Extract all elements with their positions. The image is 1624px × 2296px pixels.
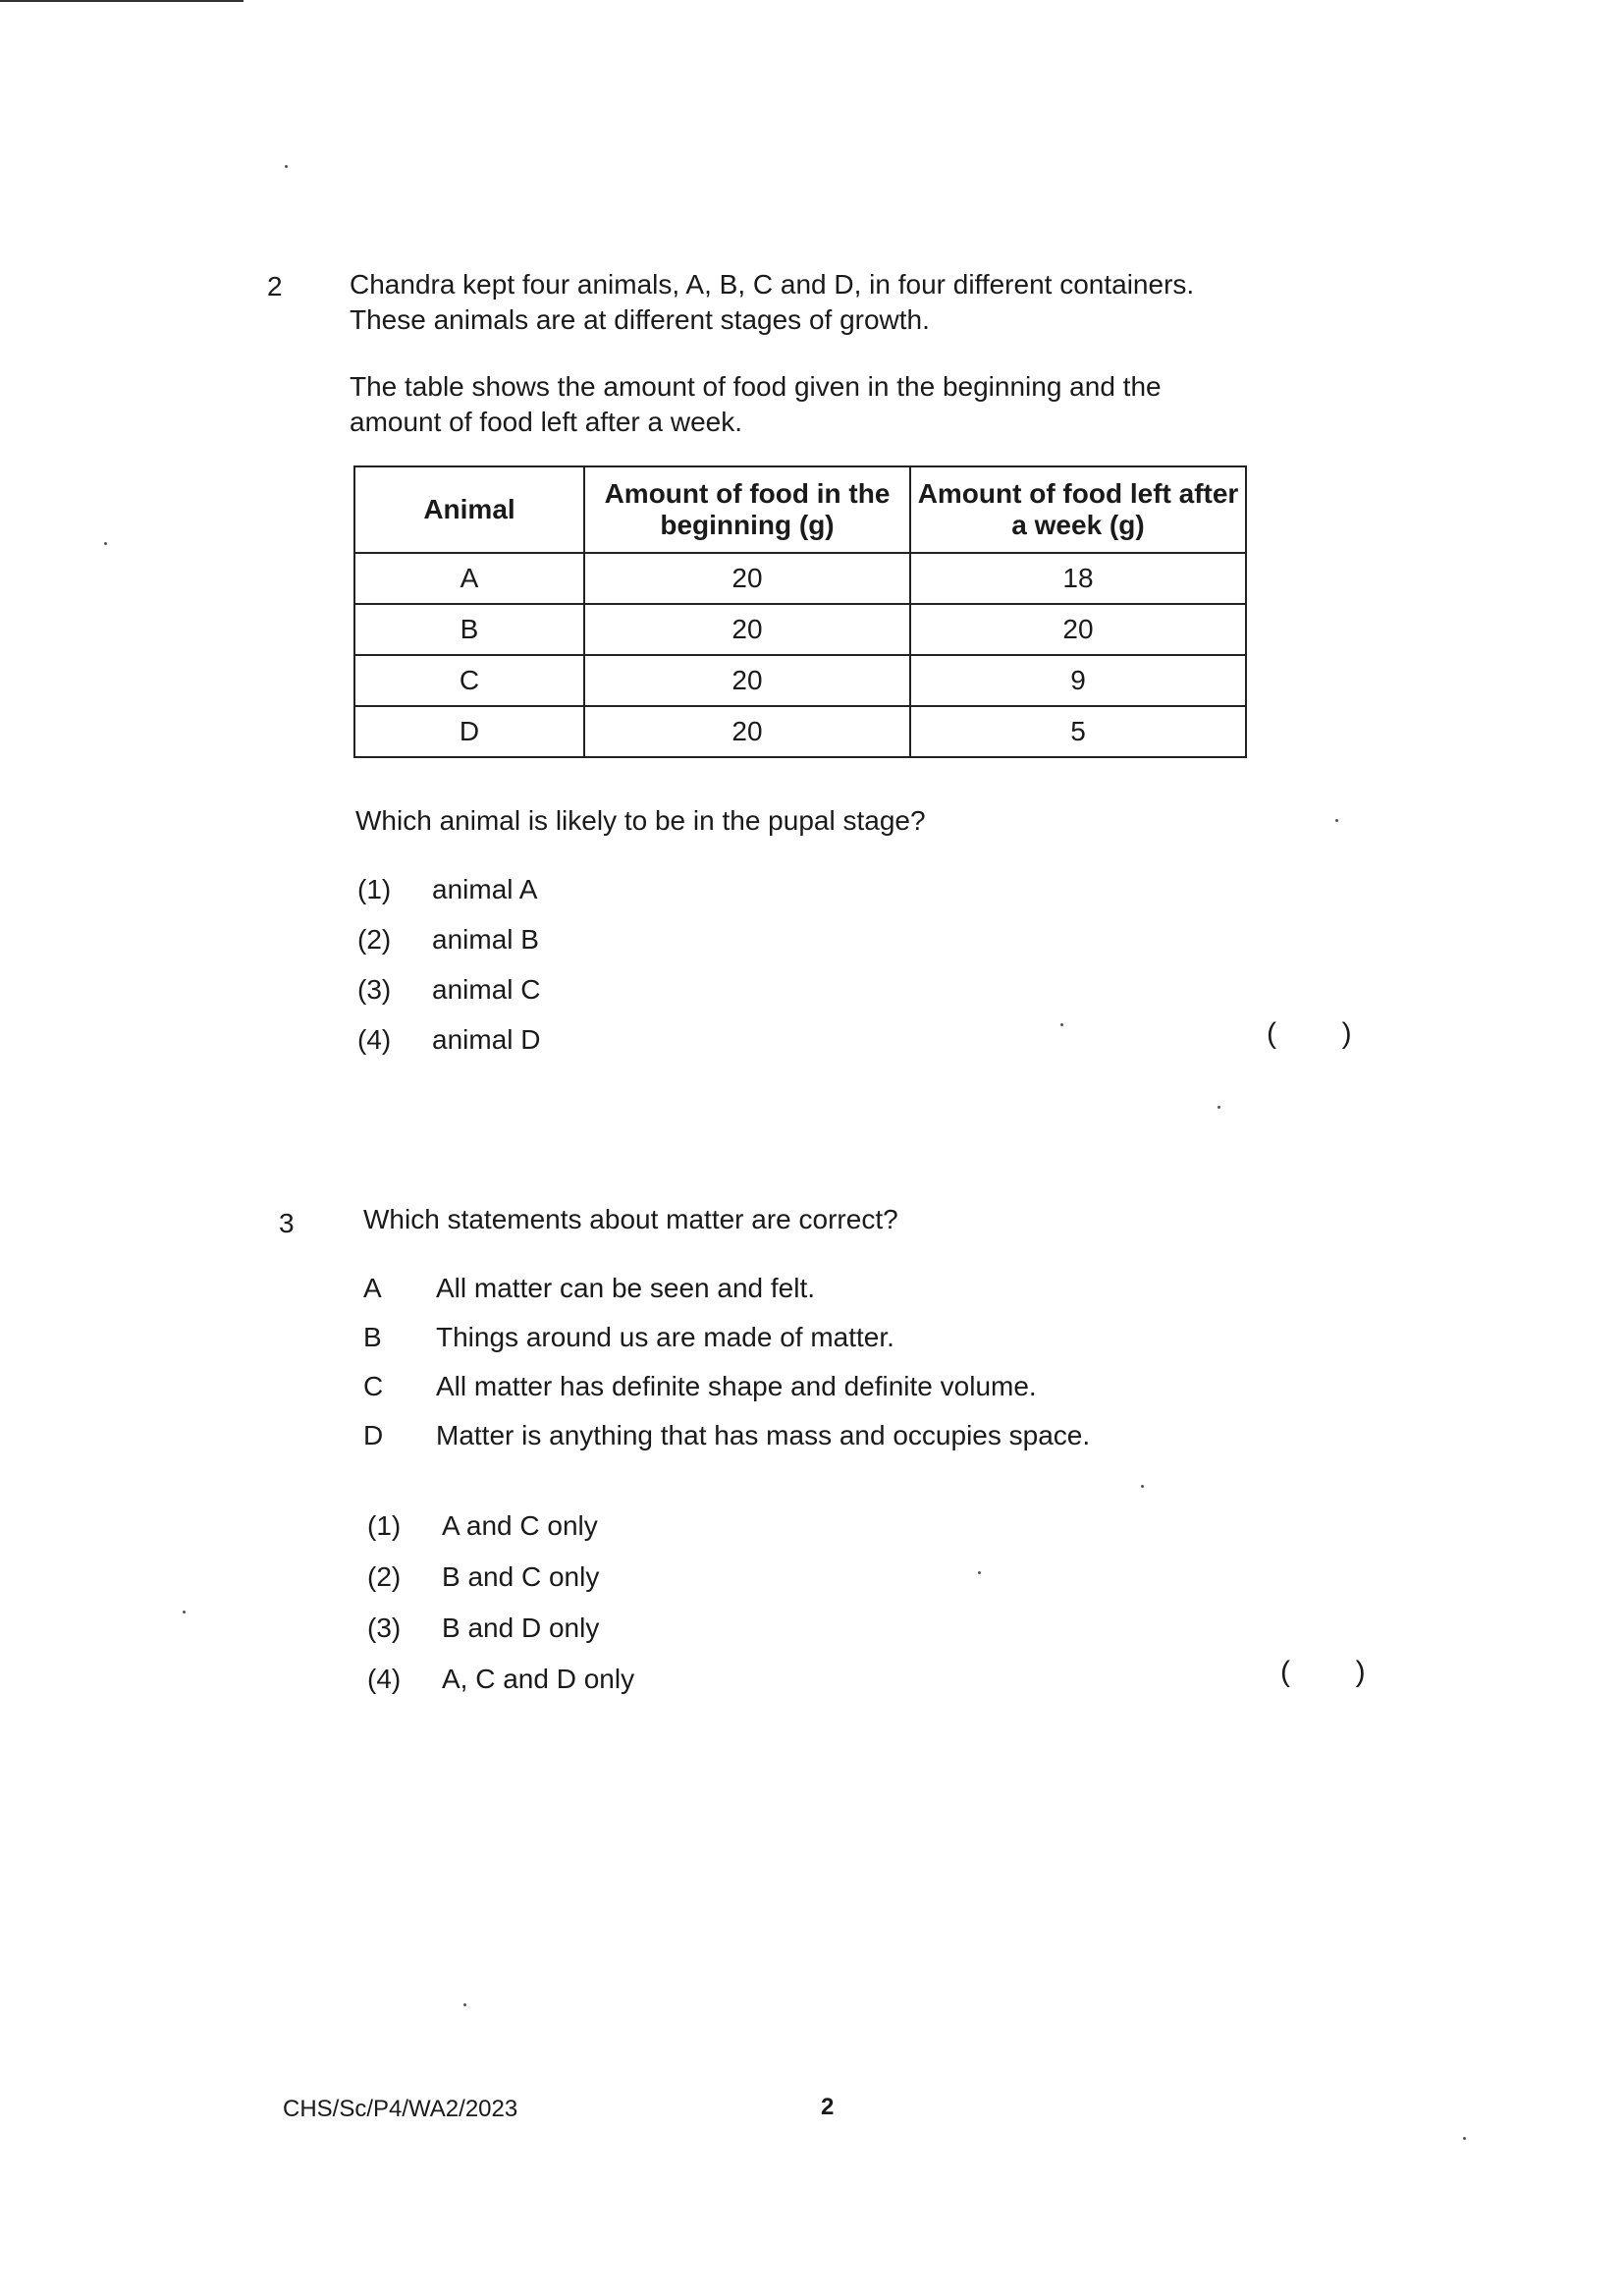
question-2-intro-line2: These animals are at different stages of growth. [350,304,930,335]
scan-speck [1335,819,1338,822]
table-cell: 20 [584,655,910,706]
table-row [354,604,1246,655]
question-2-number: 2 [267,271,283,301]
question-2-option-2[interactable] [357,920,539,959]
question-3-option-2[interactable] [367,1558,599,1597]
option-number: (1) [367,1510,402,1541]
question-3-prompt: Which statements about matter are correct? [363,1204,898,1234]
option-number: (2) [367,1561,402,1592]
top-rule [0,0,244,2]
statement-letter: A [363,1273,382,1303]
option-number: (4) [367,1664,402,1694]
table-header-row [354,466,1246,553]
table-header-cell: Amount of food in the beginning (g) [584,466,910,553]
question-2-option-4[interactable] [357,1020,540,1060]
table-cell: 20 [910,604,1246,655]
table-header-cell: Animal [354,466,584,553]
option-number: (2) [357,924,392,955]
question-3-statement-d [363,1416,1090,1455]
table-cell: 9 [910,655,1246,706]
scan-speck [104,542,107,545]
question-2-intro-line1: Chandra kept four animals, A, B, C and D, in four different containers. [350,269,1195,300]
table-row [354,706,1246,757]
scan-speck [183,1611,186,1613]
table-cell: C [354,655,584,706]
question-2-option-3[interactable] [357,970,540,1010]
question-2-desc-line1: The table shows the amount of food given in the beginning and the [350,371,1162,402]
option-number: (3) [367,1613,402,1643]
table-cell: 18 [910,553,1246,604]
option-text: animal C [432,974,541,1005]
scan-speck [285,165,288,168]
scan-speck [1218,1106,1220,1109]
table-cell: 20 [584,706,910,757]
footer-paper-code: CHS/Sc/P4/WA2/2023 [283,2096,518,2122]
table-row [354,655,1246,706]
scan-speck [1060,1023,1063,1026]
statement-text: All matter has definite shape and definite volume. [436,1371,1037,1401]
statement-letter: C [363,1371,384,1401]
table-cell: B [354,604,584,655]
table-cell: A [354,553,584,604]
statement-letter: D [363,1420,384,1450]
scan-speck [463,2003,466,2006]
question-3-statement-b [363,1318,894,1357]
option-text: animal A [432,874,538,904]
question-3-number: 3 [279,1208,295,1238]
statement-text: All matter can be seen and felt. [436,1273,815,1303]
table-cell: 5 [910,706,1246,757]
table-cell: 20 [584,553,910,604]
option-text: B and D only [442,1613,600,1643]
question-2-option-1[interactable] [357,870,537,909]
option-text: B and C only [442,1561,600,1592]
scan-speck [1463,2137,1466,2140]
statement-letter: B [363,1322,382,1352]
question-3-statement-c [363,1367,1037,1406]
option-number: (3) [357,974,392,1005]
option-text: A and C only [442,1510,598,1541]
option-text: A, C and D only [442,1664,635,1694]
question-3-option-3[interactable] [367,1609,599,1648]
option-text: animal D [432,1024,541,1055]
food-table [353,465,1247,758]
table-cell: 20 [584,604,910,655]
option-number: (4) [357,1024,392,1055]
question-3-option-4[interactable] [367,1660,634,1699]
question-3-answer-bracket[interactable]: ( ) [1280,1656,1366,1688]
table-row [354,553,1246,604]
scan-speck [1141,1485,1144,1488]
footer-page-number: 2 [821,2094,835,2120]
question-2-desc-line2: amount of food left after a week. [350,407,743,437]
option-text: animal B [432,924,539,955]
table-header-cell: Amount of food left after a week (g) [910,466,1246,553]
statement-text: Matter is anything that has mass and occupies space. [436,1420,1091,1450]
question-3-statement-a [363,1269,815,1308]
question-2-prompt: Which animal is likely to be in the pupal stage? [355,805,926,836]
table-cell: D [354,706,584,757]
statement-text: Things around us are made of matter. [436,1322,894,1352]
scan-speck [978,1571,981,1574]
option-number: (1) [357,874,392,904]
question-2-answer-bracket[interactable]: ( ) [1267,1017,1352,1050]
question-3-option-1[interactable] [367,1506,598,1546]
